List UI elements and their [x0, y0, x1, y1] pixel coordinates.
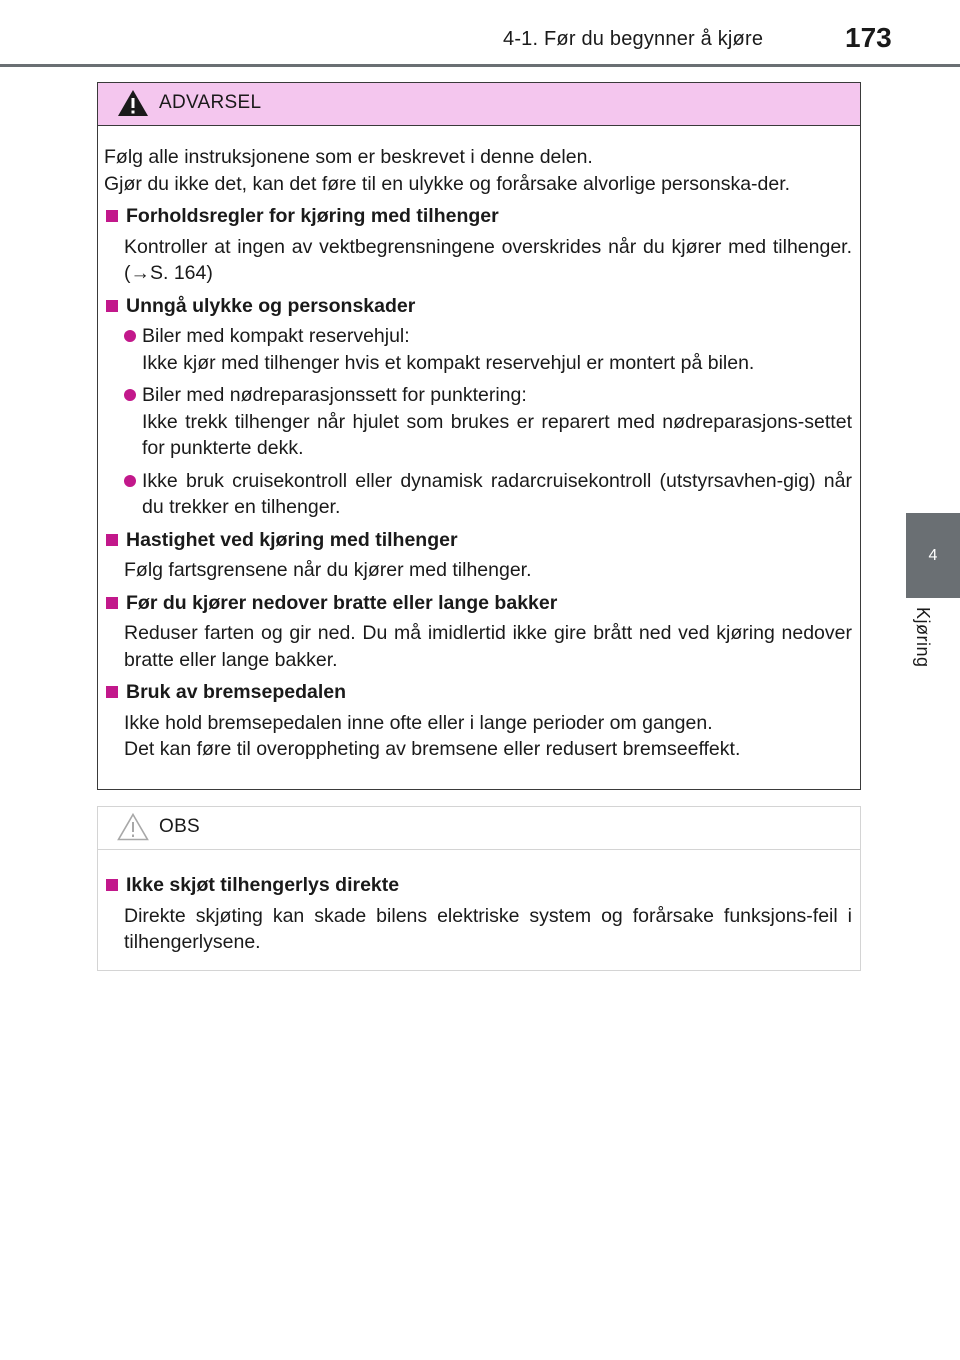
page-number: 173: [845, 22, 892, 53]
section-heading: [104, 590, 852, 617]
section-text: Reduser farten og gir ned. Du må imidlertid ikke gire brått ned ved kjøring nedover bratte eller lange bakker.: [124, 622, 852, 671]
section-heading: [104, 872, 852, 899]
warning-header: [98, 83, 860, 126]
header-divider: [0, 64, 960, 67]
round-bullet-icon: [124, 330, 136, 342]
warning-icon: [116, 88, 150, 118]
section-text: Følg fartsgrensene når du kjører med tilhenger.: [124, 559, 532, 581]
heading-text: Før du kjører nedover bratte eller lange bakker: [126, 591, 558, 614]
heading-text: Hastighet ved kjøring med tilhenger: [126, 528, 458, 551]
section-title: 4-1. Før du begynner å kjøre: [503, 28, 764, 50]
list-item-line: Biler med kompakt reservehjul:: [142, 325, 410, 347]
heading-text: Ikke skjøt tilhengerlys direkte: [126, 874, 400, 896]
list-item: [124, 382, 852, 462]
section-text: Det kan føre til overoppheting av bremsene eller redusert bremseeffekt.: [124, 738, 741, 760]
round-bullet-icon: [124, 475, 136, 487]
square-bullet-icon: [106, 597, 118, 609]
section-text: Kontroller at ingen av vektbegrensningene overskrides når du kjører med tilhenger. (→S. 164): [124, 235, 852, 284]
chapter-label: Kjøring: [913, 607, 933, 668]
warning-intro-2: Gjør du ikke det, kan det føre til en ulykke og forårsake alvorlige personska-der.: [104, 172, 791, 195]
notice-header: [98, 807, 860, 850]
warning-title: ADVARSEL: [159, 92, 262, 113]
notice-title: OBS: [159, 816, 201, 837]
square-bullet-icon: [106, 686, 118, 698]
list-item: [124, 468, 852, 521]
warning-box: [97, 82, 861, 790]
chapter-tab: [906, 513, 960, 598]
list-item-line: Ikke bruk cruisekontroll eller dynamisk radarcruisekontroll (utstyrsavhen-gig) når du trekker en tilhenger.: [142, 469, 852, 518]
square-bullet-icon: [106, 210, 118, 222]
list-item: [124, 323, 852, 376]
notice-box: [97, 806, 861, 971]
warning-intro-1: Følg alle instruksjonene som er beskrevet i denne delen.: [104, 146, 593, 168]
section-heading: [104, 679, 852, 706]
square-bullet-icon: [106, 300, 118, 312]
square-bullet-icon: [106, 879, 118, 891]
section-heading: [104, 527, 852, 554]
square-bullet-icon: [106, 534, 118, 546]
round-bullet-icon: [124, 389, 136, 401]
notice-body: [98, 850, 860, 956]
section-text: Ikke hold bremsepedalen inne ofte eller i lange perioder om gangen.: [124, 711, 713, 734]
heading-text: Bruk av bremsepedalen: [126, 681, 347, 703]
list-item-line: Ikke kjør med tilhenger hvis et kompakt reservehjul er montert på bilen.: [142, 351, 755, 374]
section-text: Direkte skjøting kan skade bilens elektriske system og forårsake funksjons-feil i tilhengerlysene.: [124, 904, 852, 953]
warning-body: [98, 126, 860, 763]
heading-text: Forholdsregler for kjøring med tilhenger: [126, 205, 499, 227]
section-heading: [104, 203, 852, 230]
heading-text: Unngå ulykke og personskader: [126, 294, 416, 317]
section-heading: [104, 293, 852, 320]
list-item-line: Biler med nødreparasjonssett for punktering:: [142, 384, 527, 406]
list-item-line: Ikke trekk tilhenger når hjulet som brukes er reparert med nødreparasjons-settet for punkterte dekk.: [142, 410, 852, 459]
chapter-number: 4: [928, 546, 938, 564]
caution-icon: [116, 812, 150, 842]
